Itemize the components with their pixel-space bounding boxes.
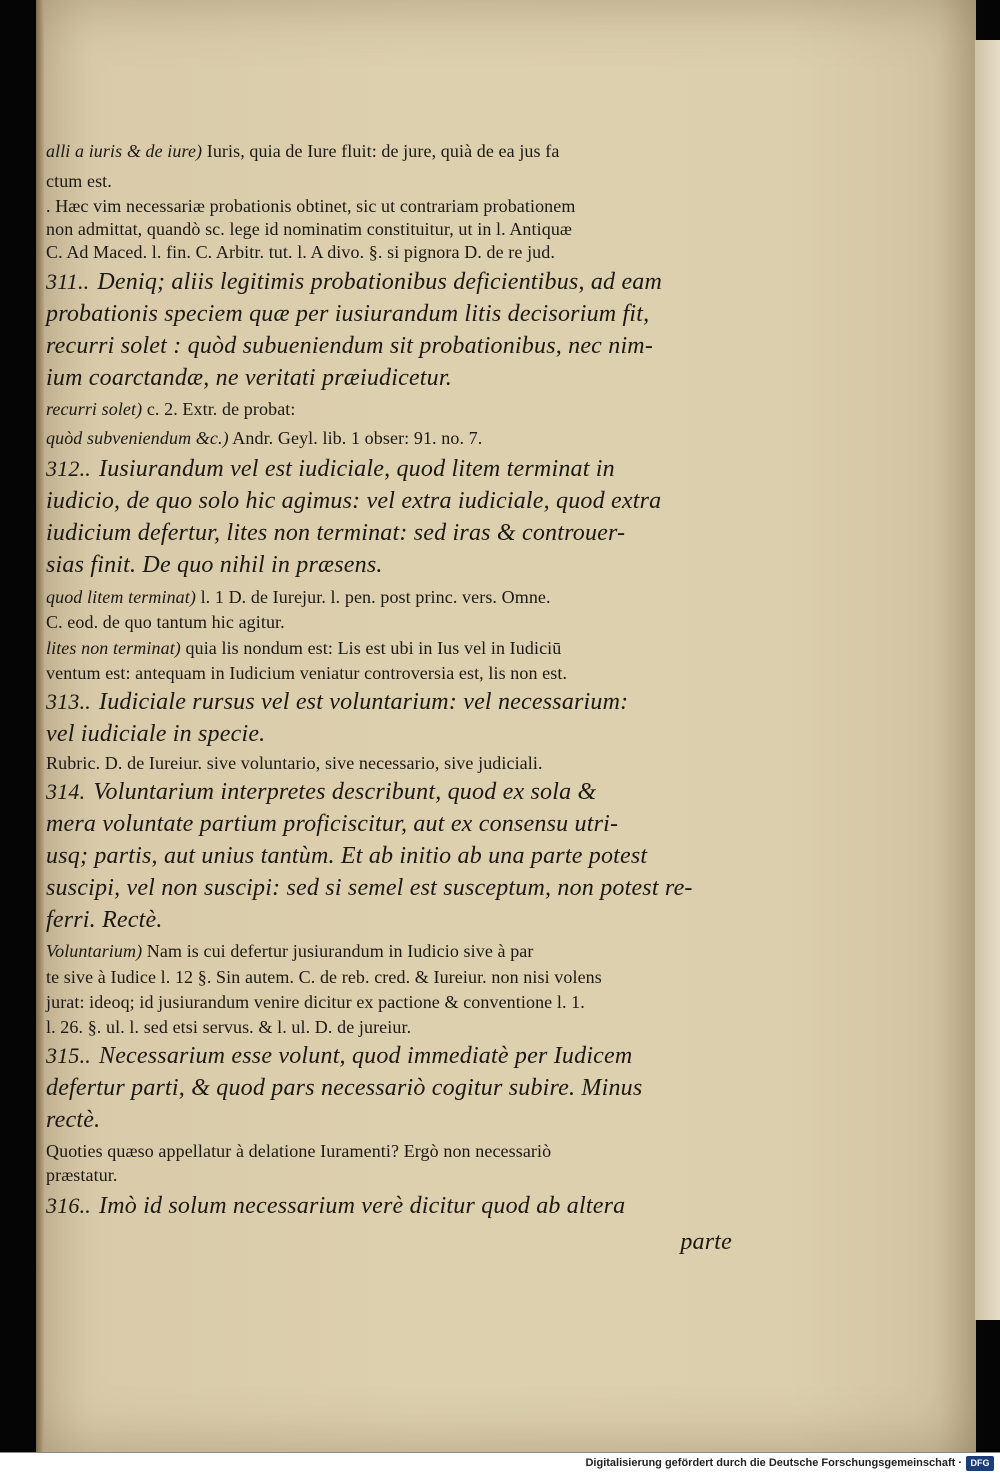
line-text: Iuris, quia de Iure fluit: de jure, quià de ea jus fa [202, 141, 560, 161]
line-text: recurri solet : quòd subueniendum sit probationibus, nec nim- [46, 333, 654, 359]
main-text-line [680, 1230, 732, 1254]
main-text-line [46, 1076, 642, 1100]
line-text: suscipi, vel non suscipi: sed si semel est susceptum, non potest re- [46, 875, 693, 901]
line-text: C. Ad Maced. l. fin. C. Arbitr. tut. l. A divo. §. si pignora D. de re jud. [46, 242, 555, 262]
line-text: quia lis nondum est: Lis est ubi in Ius vel in Iudiciū [180, 638, 562, 658]
note-text-line [46, 197, 575, 215]
paragraph-number: 313.. [46, 689, 91, 714]
main-text-line [46, 1044, 632, 1068]
note-text-line [46, 400, 295, 418]
note-text-line [46, 243, 555, 261]
note-text-line [46, 429, 482, 447]
line-text: l. 1 D. de Iurejur. l. pen. post princ. vers. Omne. [195, 587, 551, 607]
line-text: ventum est: antequam in Iudicium veniatur controversia est, lis non est. [46, 663, 568, 683]
note-text-line [46, 1166, 118, 1184]
digitization-footer [0, 1452, 1000, 1475]
main-text-line [46, 553, 383, 577]
main-text-line [46, 812, 618, 836]
line-text: Nam is cui defertur jusiurandum in Iudicio sive à par [142, 941, 534, 961]
main-text-line [46, 690, 628, 714]
note-text-line [46, 942, 534, 960]
paragraph-number: 312.. [46, 456, 91, 481]
lemma: quòd subveniendum &c.) [46, 428, 229, 448]
line-text: . Hæc vim necessariæ probationis obtinet, sic ut contrariam probationem [46, 196, 576, 216]
line-text: iudicio, de quo solo hic agimus: vel extra iudiciale, quod extra [46, 488, 662, 514]
footer-credit: Digitalisierung gefördert durch die Deutsche Forschungsgemeinschaft · [585, 1457, 962, 1469]
paragraph-number: 311.. [46, 269, 90, 294]
line-text: probationis speciem quæ per iusiurandum litis decisorium fit, [46, 301, 650, 327]
line-text: ium coarctandæ, ne veritati præiudicetur. [46, 365, 452, 391]
note-text-line [46, 220, 572, 238]
lemma: recurri solet) [46, 399, 143, 419]
line-text: Rubric. D. de Iureiur. sive voluntario, sive necessario, sive judiciali. [46, 753, 543, 773]
line-text: Voluntarium interpretes describunt, quod ex sola & [93, 779, 597, 805]
note-text-line [46, 142, 559, 160]
main-text-line [46, 1194, 625, 1218]
lemma: alli a iuris & de iure) [46, 141, 203, 161]
line-text: Necessarium esse volunt, quod immediatè per Iudicem [99, 1043, 633, 1069]
line-text: te sive à Iudice l. 12 §. Sin autem. C. de reb. cred. & Iureiur. non nisi volens [46, 967, 602, 987]
main-text-line [46, 302, 649, 326]
paragraph-number: 314. [46, 779, 86, 804]
lemma: quod litem terminat) [46, 587, 196, 607]
note-text-line [46, 968, 602, 986]
main-text-line [46, 908, 163, 932]
page-binding-edge [36, 0, 44, 1452]
note-text-line [46, 1142, 551, 1160]
main-text-line [46, 457, 615, 481]
main-text-line [46, 521, 625, 545]
line-text: vel iudiciale in specie. [46, 721, 266, 747]
line-text: sias finit. De quo nihil in præsens. [46, 552, 383, 578]
line-text: Andr. Geyl. lib. 1 obser: 91. no. 7. [228, 428, 483, 448]
main-text-line [46, 780, 596, 804]
line-text: C. eod. de quo tantum hic agitur. [46, 612, 285, 632]
line-text: l. 26. §. ul. l. sed etsi servus. & l. ul. D. de jureiur. [46, 1017, 412, 1037]
paragraph-number: 315.. [46, 1043, 91, 1068]
paragraph-number: 316.. [46, 1193, 91, 1218]
note-text-line [46, 588, 551, 606]
main-text-line [46, 1108, 100, 1132]
main-text-line [46, 489, 661, 513]
line-text: mera voluntate partium proficiscitur, aut ex consensu utri- [46, 811, 619, 837]
dfg-logo-icon: DFG [966, 1456, 994, 1471]
line-text: non admittat, quandò sc. lege id nominatim constituitur, ut in l. Antiquæ [46, 219, 573, 239]
note-text-line [46, 754, 543, 772]
line-text: Imò id solum necessarium verè dicitur quod ab altera [99, 1193, 626, 1219]
main-text-line [46, 722, 265, 746]
facing-page-edge [975, 40, 1000, 1320]
main-text-line [46, 366, 452, 390]
line-text: Quoties quæso appellatur à delatione Iuramenti? Ergò non necessariò [46, 1141, 552, 1161]
line-text: iudicium defertur, lites non terminat: sed iras & controuer- [46, 520, 626, 546]
line-text: Deniq; aliis legitimis probationibus deficientibus, ad eam [97, 269, 663, 295]
note-text-line [46, 993, 585, 1011]
lemma: lites non terminat) [46, 638, 181, 658]
line-text: usq; partis, aut unius tantùm. Et ab initio ab una parte potest [46, 843, 648, 869]
line-text: Iusiurandum vel est iudiciale, quod litem terminat in [99, 456, 615, 482]
line-text: rectè. [46, 1107, 101, 1133]
line-text: ctum est. [46, 171, 112, 191]
line-text: Iudiciale rursus vel est voluntarium: vel necessarium: [99, 689, 629, 715]
line-text: c. 2. Extr. de probat: [142, 399, 296, 419]
main-text-line [46, 876, 693, 900]
line-text: defertur parti, & quod pars necessariò cogitur subire. Minus [46, 1075, 643, 1101]
note-text-line [46, 1018, 411, 1036]
line-text: ferri. Rectè. [46, 907, 163, 933]
main-text-line [46, 334, 653, 358]
main-text-line [46, 844, 647, 868]
note-text-line [46, 639, 561, 657]
line-text: parte [680, 1229, 732, 1255]
line-text: jurat: ideoq; id jusiurandum venire dicitur ex pactione & conventione l. 1. [46, 992, 585, 1012]
note-text-line [46, 172, 112, 190]
note-text-line [46, 613, 285, 631]
lemma: Voluntarium) [46, 941, 143, 961]
note-text-line [46, 664, 567, 682]
main-text-line [46, 270, 662, 294]
line-text: præstatur. [46, 1165, 118, 1185]
